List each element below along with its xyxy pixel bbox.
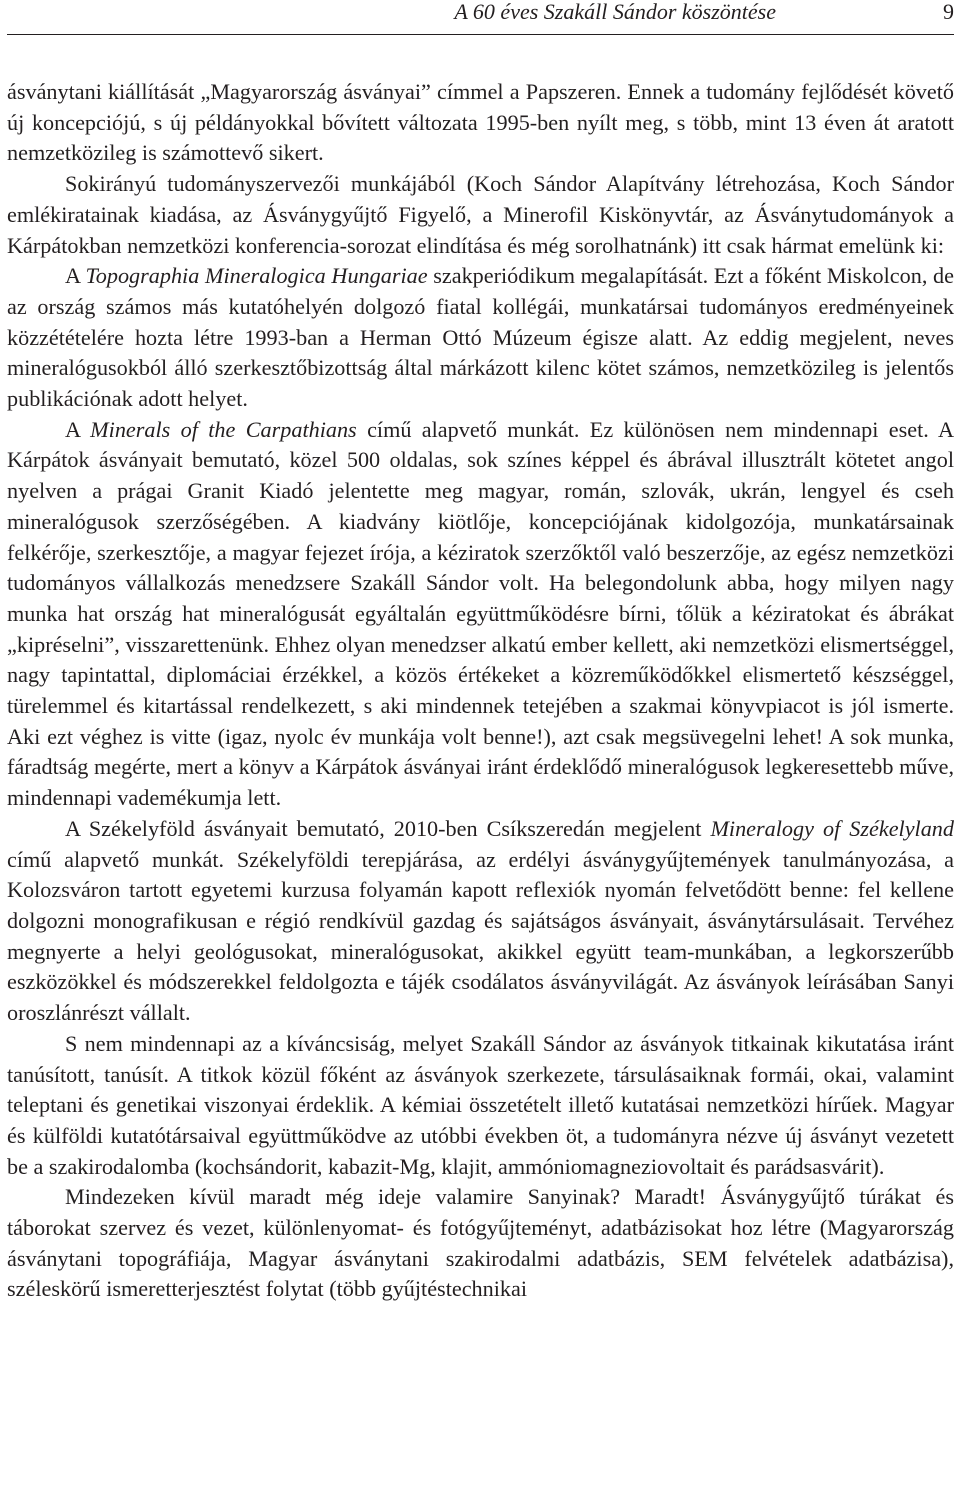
running-header — [7, 0, 954, 35]
text-run: Mindezeken kívül maradt még ideje valamire Sanyinak? Maradt! Ásványgyűjtő túrákat és táborokat szervez és vezet, különlenyomat- és fotógyűjteményt, adatbázisokat hoz létre (Magyarország ásványtani topográfiája, Magyar ásványtani szakirodalmi adatbázis, SEM felvételek adatbázisa), széleskörű ismeretterjesztést folytat (több gyűjtéstechnikai — [7, 1184, 954, 1302]
paragraph-3 — [7, 261, 954, 415]
document-page — [7, 0, 954, 1305]
text-run: Sokirányú tudományszervezői munkájából (Koch Sándor Alapítvány létrehozása, Koch Sándor emlékiratainak kiadása, az Ásványgyűjtő Figyelő, a Minerofil Kiskönyvtár, az Ásványtudományok a Kárpátokban nemzetközi konferencia-sorozat elindítása és még sorolhatnánk) itt csak hármat emelünk ki: — [7, 171, 954, 258]
paragraph-1 — [7, 77, 954, 169]
text-run: A — [65, 416, 91, 442]
text-run: ásványtani kiállítását „Magyarország ásványai” címmel a Papszeren. Ennek a tudomány fejlődését követő új koncepciójú, s új példányokkal bővített változata 1995-ben nyílt meg, s több, mint 13 éven át aratott nemzetközileg is számottevő sikert. — [7, 79, 954, 166]
paragraph-2 — [7, 169, 954, 261]
text-run: A — [65, 263, 86, 289]
text-run: A Székelyföld ásványait bemutató, 2010-ben Csíkszeredán megjelent — [65, 815, 711, 841]
paragraph-4 — [7, 415, 954, 814]
text-run: című alapvető munkát. Ez különösen nem mindennapi eset. A Kárpátok ásványait bemutató, közel 500 oldalas, sok színes képpel és ábrával illusztrált kötetet angol nyelven a prágai Granit Kiadó jelentette meg magyar, román, szlovák, ukrán, lengyel és cseh mineralógusok szerzőségében. A kiadvány kiötlője, koncepciójának kidolgozója, munkatársainak felkérője, szerkesztője, a magyar fejezet írója, a kéziratok szerzőktől való beszerzője, az egész nemzetközi tudományos vállalkozás menedzsere Szakáll Sándor volt. Ha belegondolunk abba, hogy milyen nagy munka hat ország hat mineralógusát egyáltalán együttműködésre bírni, tőlük a kéziratokat és ábrákat „kipréselni”, visszarettenünk. Ehhez olyan menedzser alkatú ember kellett, aki nemzetközi elismertséggel, nagy tapintattal, diplomáciai érzékkel, a közös értékeket a közreműködőkkel elismertető készséggel, türelemmel és kitartással rendelkezett, s aki mindennek tetejében a szakmai könyvpiacot is jól ismerte. Aki ezt véghez is vitte (igaz, nyolc év munkája volt benne!), azt csak megsüvegelni lehet! A sok munka, fáradtság megérte, mert a könyv a Kárpátok ásványai iránt érdeklődő mineralógusok legkeresettebb műve, mindennapi vademékumja lett. — [7, 416, 954, 811]
page-number: 9 — [943, 0, 954, 24]
book-title: Mineralogy of Székelyland — [710, 815, 954, 841]
text-run: S nem mindennapi az a kíváncsiság, melyet Szakáll Sándor az ásványok titkainak kikutatása iránt tanúsított, tanúsít. A titkok közül főként az ásványok szerkezete, társulásaiknak formái, okai, valamint teleptani és genetikai viszonyai érdeklik. A kémiai összetételt illető kutatásai nemzetközi hírűek. Magyar és külföldi kutatótársaival együttműködve az utóbbi években öt, a tudományra nézve új ásványt vezetett be a szakirodalomba (kochsándorit, kabazit-Mg, klajit, ammóniomagneziovoltait és parádsasvárit). — [7, 1030, 954, 1179]
body-text — [7, 77, 954, 1305]
paragraph-6 — [7, 1029, 954, 1183]
paragraph-7 — [7, 1182, 954, 1305]
text-run: című alapvető munkát. Székelyföldi terepjárása, az erdélyi ásványgyűjtemények tanulmányozása, a Kolozsváron tartott egyetemi kurzusa folyamán kapott reflexiók nyomán felvetődött benne: fel kellene dolgozni monografikusan e régió rendkívül gazdag és sajátságos ásványait, ásványtársulásait. Tervéhez megnyerte a helyi geológusokat, mineralógusokat, akikkel együtt team-munkában, a legkorszerűbb eszközökkel és módszerekkel feldolgozta e tájék csodálatos ásványvilágát. Az ásványok leírásában Sanyi oroszlánrészt vállalt. — [7, 846, 954, 1026]
paragraph-5 — [7, 814, 954, 1029]
running-title: A 60 éves Szakáll Sándor köszöntése — [454, 0, 776, 24]
journal-title: Topographia Mineralogica Hungariae — [85, 263, 428, 289]
text-run: szakperiódikum megalapítását. Ezt a főként Miskolcon, de az ország számos más kutatóhelyén dolgozó fiatal kollégái, munkatársai tudományos eredményeinek közzétételére hozta létre 1993-ban a Herman Ottó Múzeum égisze alatt. Az eddig megjelent, neves mineralógusokból álló szerkesztőbizottság által márkázott kilenc kötet számos, nemzetközileg is jelentős publikációnak adott helyet. — [7, 263, 954, 412]
book-title: Minerals of the Carpathians — [90, 416, 357, 442]
